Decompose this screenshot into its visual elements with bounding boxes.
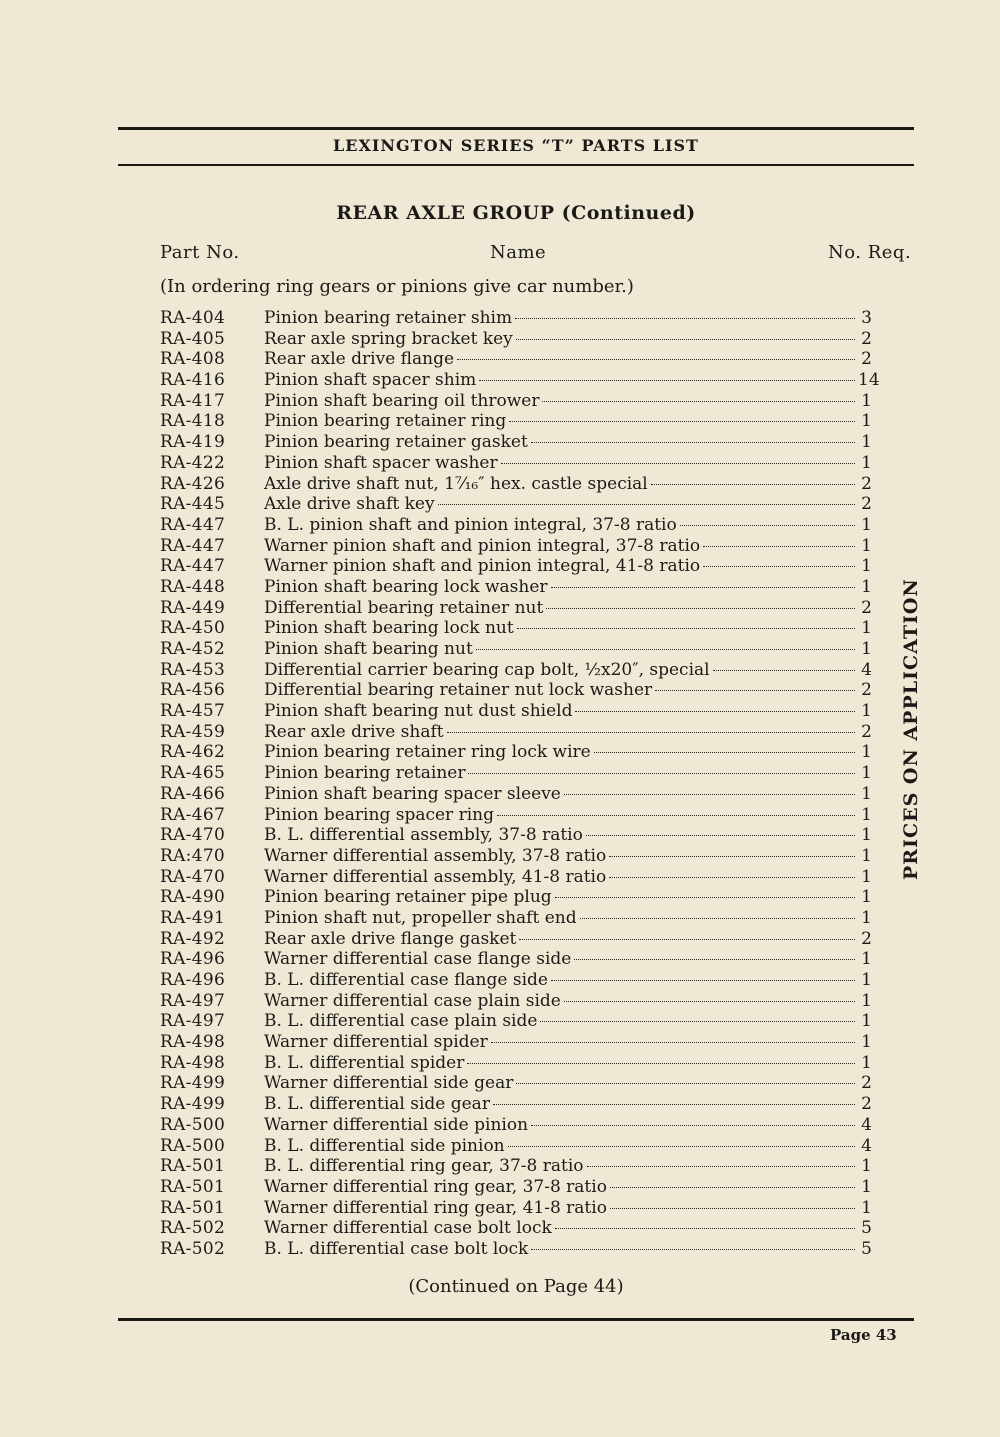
part-number: RA-450 xyxy=(160,618,226,639)
part-name: Warner differential assembly, 41-8 ratio xyxy=(264,866,607,887)
table-row xyxy=(160,680,872,701)
dot-leader xyxy=(531,1249,855,1250)
quantity: 2 xyxy=(861,597,872,618)
dot-leader xyxy=(564,794,855,795)
column-header-name: Name xyxy=(490,242,547,263)
table-row xyxy=(160,949,872,970)
table-row xyxy=(160,515,872,536)
parts-list xyxy=(160,308,880,1260)
part-number: RA-426 xyxy=(160,473,226,494)
table-row xyxy=(160,867,872,888)
part-number: RA-449 xyxy=(160,597,226,618)
part-name: B. L. differential side gear xyxy=(264,1094,490,1115)
quantity: 2 xyxy=(861,328,872,349)
table-row xyxy=(160,1073,872,1094)
table-row xyxy=(160,1053,872,1074)
dot-leader xyxy=(519,939,855,940)
quantity: 1 xyxy=(861,907,872,928)
part-name: Warner pinion shaft and pinion integral, 41-8 ratio xyxy=(264,556,701,577)
dot-leader xyxy=(516,339,855,340)
part-name: Pinion shaft spacer shim xyxy=(264,370,477,391)
dot-leader xyxy=(467,1063,855,1064)
table-row xyxy=(160,432,872,453)
dot-leader xyxy=(457,359,855,360)
dot-leader xyxy=(493,1104,855,1105)
quantity: 1 xyxy=(861,949,872,970)
quantity: 1 xyxy=(861,742,872,763)
part-number: RA-448 xyxy=(160,576,226,597)
quantity: 1 xyxy=(861,618,872,639)
dot-leader xyxy=(497,815,855,816)
part-name: Pinion bearing spacer ring xyxy=(264,804,494,825)
quantity: 1 xyxy=(861,1032,872,1053)
table-row xyxy=(160,1198,872,1219)
table-row xyxy=(160,391,872,412)
part-name: B. L. differential side pinion xyxy=(264,1135,505,1156)
part-name: Pinion shaft bearing spacer sleeve xyxy=(264,783,561,804)
continued-note: (Continued on Page 44) xyxy=(408,1276,624,1297)
dot-leader xyxy=(574,959,855,960)
dot-leader xyxy=(580,918,855,919)
dot-leader xyxy=(609,856,855,857)
table-row xyxy=(160,474,872,495)
part-number: RA-470 xyxy=(160,825,226,846)
part-number: RA-501 xyxy=(160,1197,226,1218)
dot-leader xyxy=(468,773,855,774)
quantity: 1 xyxy=(861,804,872,825)
part-name: Warner differential spider xyxy=(264,1032,488,1053)
quantity: 4 xyxy=(861,1114,872,1135)
part-number: RA-490 xyxy=(160,887,226,908)
part-number: RA-491 xyxy=(160,907,226,928)
part-name: Rear axle drive flange xyxy=(264,349,455,370)
part-name: Rear axle drive shaft xyxy=(264,721,444,742)
table-row xyxy=(160,308,872,329)
quantity: 1 xyxy=(861,866,872,887)
table-row xyxy=(160,970,872,991)
dot-leader xyxy=(594,752,855,753)
quantity: 1 xyxy=(861,990,872,1011)
part-name: Differential bearing retainer nut xyxy=(264,597,544,618)
part-name: Pinion shaft bearing oil thrower xyxy=(264,390,540,411)
dot-leader xyxy=(531,1125,855,1126)
part-number: RA-419 xyxy=(160,432,226,453)
part-number: RA-447 xyxy=(160,535,226,556)
quantity: 1 xyxy=(861,639,872,659)
part-number: RA-457 xyxy=(160,701,226,722)
part-number: RA-501 xyxy=(160,1156,226,1177)
table-row xyxy=(160,577,872,598)
quantity: 2 xyxy=(861,928,872,949)
part-name: Pinion bearing retainer ring xyxy=(264,411,507,432)
quantity: 5 xyxy=(861,1218,872,1239)
table-row xyxy=(160,660,872,681)
part-name: Pinion bearing retainer ring lock wire xyxy=(264,742,591,763)
part-name: B. L. pinion shaft and pinion integral, 37-8 ratio xyxy=(264,514,677,535)
table-row xyxy=(160,887,872,908)
part-name: Warner differential case bolt lock xyxy=(264,1218,552,1239)
dot-leader xyxy=(540,1021,855,1022)
part-number: RA-501 xyxy=(160,1176,226,1197)
part-name: Warner differential ring gear, 41-8 ratio xyxy=(264,1197,607,1218)
dot-leader xyxy=(713,670,855,671)
part-number: RA-500 xyxy=(160,1114,226,1135)
top-rule xyxy=(118,127,914,130)
part-name: Warner differential side gear xyxy=(264,1073,514,1094)
dot-leader xyxy=(479,380,855,381)
quantity: 1 xyxy=(861,887,872,908)
quantity: 2 xyxy=(861,1073,872,1094)
table-row xyxy=(160,536,872,557)
part-name: Pinion shaft bearing nut xyxy=(264,639,473,659)
quantity: 1 xyxy=(861,535,872,556)
part-number: RA-404 xyxy=(160,308,226,328)
table-row xyxy=(160,1177,872,1198)
table-row xyxy=(160,929,872,950)
part-name: Differential carrier bearing cap bolt, ½x20″, special xyxy=(264,659,710,680)
dot-leader xyxy=(651,484,855,485)
part-number: RA-499 xyxy=(160,1094,226,1115)
quantity: 1 xyxy=(861,970,872,990)
dot-leader xyxy=(501,463,855,464)
quantity: 1 xyxy=(861,411,872,432)
header-rule xyxy=(118,164,914,166)
dot-leader xyxy=(680,525,855,526)
footer-rule xyxy=(118,1318,914,1321)
part-name: B. L. differential assembly, 37-8 ratio xyxy=(264,825,583,846)
table-row xyxy=(160,1218,872,1239)
part-number: RA-445 xyxy=(160,494,226,515)
table-row xyxy=(160,556,872,577)
part-name: B. L. differential case plain side xyxy=(264,1011,538,1032)
dot-leader xyxy=(491,1042,855,1043)
part-name: B. L. differential case flange side xyxy=(264,970,548,990)
column-header-part-no: Part No. xyxy=(160,242,240,263)
table-row xyxy=(160,846,872,867)
part-number: RA-499 xyxy=(160,1073,226,1094)
part-number: RA:470 xyxy=(160,845,226,866)
table-row xyxy=(160,494,872,515)
table-row xyxy=(160,639,872,660)
part-number: RA-498 xyxy=(160,1032,226,1053)
dot-leader xyxy=(447,732,855,733)
dot-leader xyxy=(564,1001,855,1002)
quantity: 2 xyxy=(861,494,872,515)
part-name: Warner differential case flange side xyxy=(264,949,572,970)
table-row xyxy=(160,701,872,722)
quantity: 1 xyxy=(861,514,872,535)
quantity: 1 xyxy=(861,701,872,722)
dot-leader xyxy=(555,1228,855,1229)
part-name: Pinion shaft bearing lock nut xyxy=(264,618,514,639)
part-number: RA-498 xyxy=(160,1052,226,1073)
part-name: Pinion bearing retainer xyxy=(264,763,466,784)
part-number: RA-418 xyxy=(160,411,226,432)
quantity: 14 xyxy=(858,370,880,391)
part-name: Axle drive shaft key xyxy=(264,494,435,515)
quantity: 1 xyxy=(861,1176,872,1197)
table-row xyxy=(160,411,872,432)
quantity: 1 xyxy=(861,1156,872,1177)
part-name: Pinion shaft spacer washer xyxy=(264,452,498,473)
part-number: RA-452 xyxy=(160,639,226,659)
table-row xyxy=(160,1136,872,1157)
quantity: 1 xyxy=(861,763,872,784)
part-name: Axle drive shaft nut, 1⁷⁄₁₆″ hex. castle special xyxy=(264,473,648,494)
quantity: 1 xyxy=(861,1011,872,1032)
dot-leader xyxy=(476,649,855,650)
dot-leader xyxy=(610,1187,855,1188)
quantity: 1 xyxy=(861,576,872,597)
part-number: RA-502 xyxy=(160,1238,226,1259)
part-name: B. L. differential case bolt lock xyxy=(264,1238,529,1259)
dot-leader xyxy=(546,608,855,609)
dot-leader xyxy=(438,504,855,505)
table-row xyxy=(160,618,872,639)
part-name: Warner differential assembly, 37-8 ratio xyxy=(264,845,607,866)
part-name: B. L. differential spider xyxy=(264,1052,465,1073)
dot-leader xyxy=(508,1146,855,1147)
part-number: RA-462 xyxy=(160,742,226,763)
part-number: RA-466 xyxy=(160,783,226,804)
part-number: RA-456 xyxy=(160,680,226,701)
table-row xyxy=(160,908,872,929)
dot-leader xyxy=(655,690,855,691)
part-number: RA-417 xyxy=(160,390,226,411)
quantity: 4 xyxy=(861,659,872,680)
table-row xyxy=(160,1239,872,1260)
part-number: RA-496 xyxy=(160,949,226,970)
quantity: 4 xyxy=(861,1135,872,1156)
quantity: 5 xyxy=(861,1238,872,1259)
table-row xyxy=(160,1156,872,1177)
dot-leader xyxy=(517,628,855,629)
table-row xyxy=(160,742,872,763)
quantity: 1 xyxy=(861,1197,872,1218)
table-row xyxy=(160,763,872,784)
table-row xyxy=(160,991,872,1012)
part-number: RA-500 xyxy=(160,1135,226,1156)
part-number: RA-416 xyxy=(160,370,226,391)
dot-leader xyxy=(586,835,855,836)
part-name: Pinion bearing retainer pipe plug xyxy=(264,887,552,908)
quantity: 1 xyxy=(861,783,872,804)
part-number: RA-465 xyxy=(160,763,226,784)
part-number: RA-459 xyxy=(160,721,226,742)
part-name: Pinion bearing retainer gasket xyxy=(264,432,528,453)
part-name: Pinion shaft nut, propeller shaft end xyxy=(264,907,577,928)
dot-leader xyxy=(516,1083,855,1084)
table-row xyxy=(160,370,880,391)
quantity: 2 xyxy=(861,680,872,701)
table-row xyxy=(160,1115,872,1136)
part-number: RA-497 xyxy=(160,990,226,1011)
dot-leader xyxy=(703,566,855,567)
table-row xyxy=(160,722,872,743)
quantity: 2 xyxy=(861,349,872,370)
table-row xyxy=(160,598,872,619)
page-number: Page 43 xyxy=(830,1326,897,1344)
table-row xyxy=(160,784,872,805)
quantity: 2 xyxy=(861,721,872,742)
table-row xyxy=(160,1011,872,1032)
part-number: RA-467 xyxy=(160,804,226,825)
part-name: Pinion shaft bearing lock washer xyxy=(264,576,548,597)
part-name: Pinion bearing retainer shim xyxy=(264,308,513,328)
part-number: RA-447 xyxy=(160,514,226,535)
dot-leader xyxy=(515,318,855,319)
quantity: 1 xyxy=(861,556,872,577)
part-name: Warner differential case plain side xyxy=(264,990,561,1011)
part-number: RA-470 xyxy=(160,866,226,887)
quantity: 1 xyxy=(861,845,872,866)
dot-leader xyxy=(551,587,855,588)
table-row xyxy=(160,349,872,370)
part-number: RA-453 xyxy=(160,659,226,680)
part-name: Rear axle drive flange gasket xyxy=(264,928,517,949)
quantity: 1 xyxy=(861,1052,872,1073)
table-row xyxy=(160,825,872,846)
ordering-note: (In ordering ring gears or pinions give car number.) xyxy=(160,276,634,297)
part-name: B. L. differential ring gear, 37-8 ratio xyxy=(264,1156,584,1177)
dot-leader xyxy=(610,1208,855,1209)
part-name: Differential bearing retainer nut lock washer xyxy=(264,680,653,701)
page-header-title: LEXINGTON SERIES “T” PARTS LIST xyxy=(333,136,699,155)
part-number: RA-447 xyxy=(160,556,226,577)
dot-leader xyxy=(587,1166,855,1167)
quantity: 2 xyxy=(861,1094,872,1115)
table-row xyxy=(160,1032,872,1053)
dot-leader xyxy=(531,442,855,443)
quantity: 1 xyxy=(861,452,872,473)
side-note: PRICES ON APPLICATION xyxy=(900,578,922,880)
part-number: RA-496 xyxy=(160,970,226,990)
group-title: REAR AXLE GROUP (Continued) xyxy=(336,202,696,224)
dot-leader xyxy=(555,897,855,898)
table-row xyxy=(160,1094,872,1115)
part-name: Pinion shaft bearing nut dust shield xyxy=(264,701,573,722)
part-number: RA-497 xyxy=(160,1011,226,1032)
part-name: Rear axle spring bracket key xyxy=(264,328,513,349)
quantity: 1 xyxy=(861,432,872,453)
table-row xyxy=(160,805,872,826)
part-number: RA-492 xyxy=(160,928,226,949)
quantity: 2 xyxy=(861,473,872,494)
part-name: Warner differential ring gear, 37-8 ratio xyxy=(264,1176,607,1197)
dot-leader xyxy=(542,401,855,402)
table-row xyxy=(160,329,872,350)
quantity: 3 xyxy=(861,308,872,328)
dot-leader xyxy=(551,980,855,981)
column-header-qty: No. Req. xyxy=(828,242,912,263)
part-number: RA-422 xyxy=(160,452,226,473)
part-number: RA-502 xyxy=(160,1218,226,1239)
dot-leader xyxy=(509,421,855,422)
part-number: RA-405 xyxy=(160,328,226,349)
part-name: Warner pinion shaft and pinion integral, 37-8 ratio xyxy=(264,535,701,556)
dot-leader xyxy=(575,711,855,712)
part-name: Warner differential side pinion xyxy=(264,1114,529,1135)
part-number: RA-408 xyxy=(160,349,226,370)
table-row xyxy=(160,453,872,474)
dot-leader xyxy=(609,877,855,878)
quantity: 1 xyxy=(861,825,872,846)
dot-leader xyxy=(703,546,855,547)
quantity: 1 xyxy=(861,390,872,411)
